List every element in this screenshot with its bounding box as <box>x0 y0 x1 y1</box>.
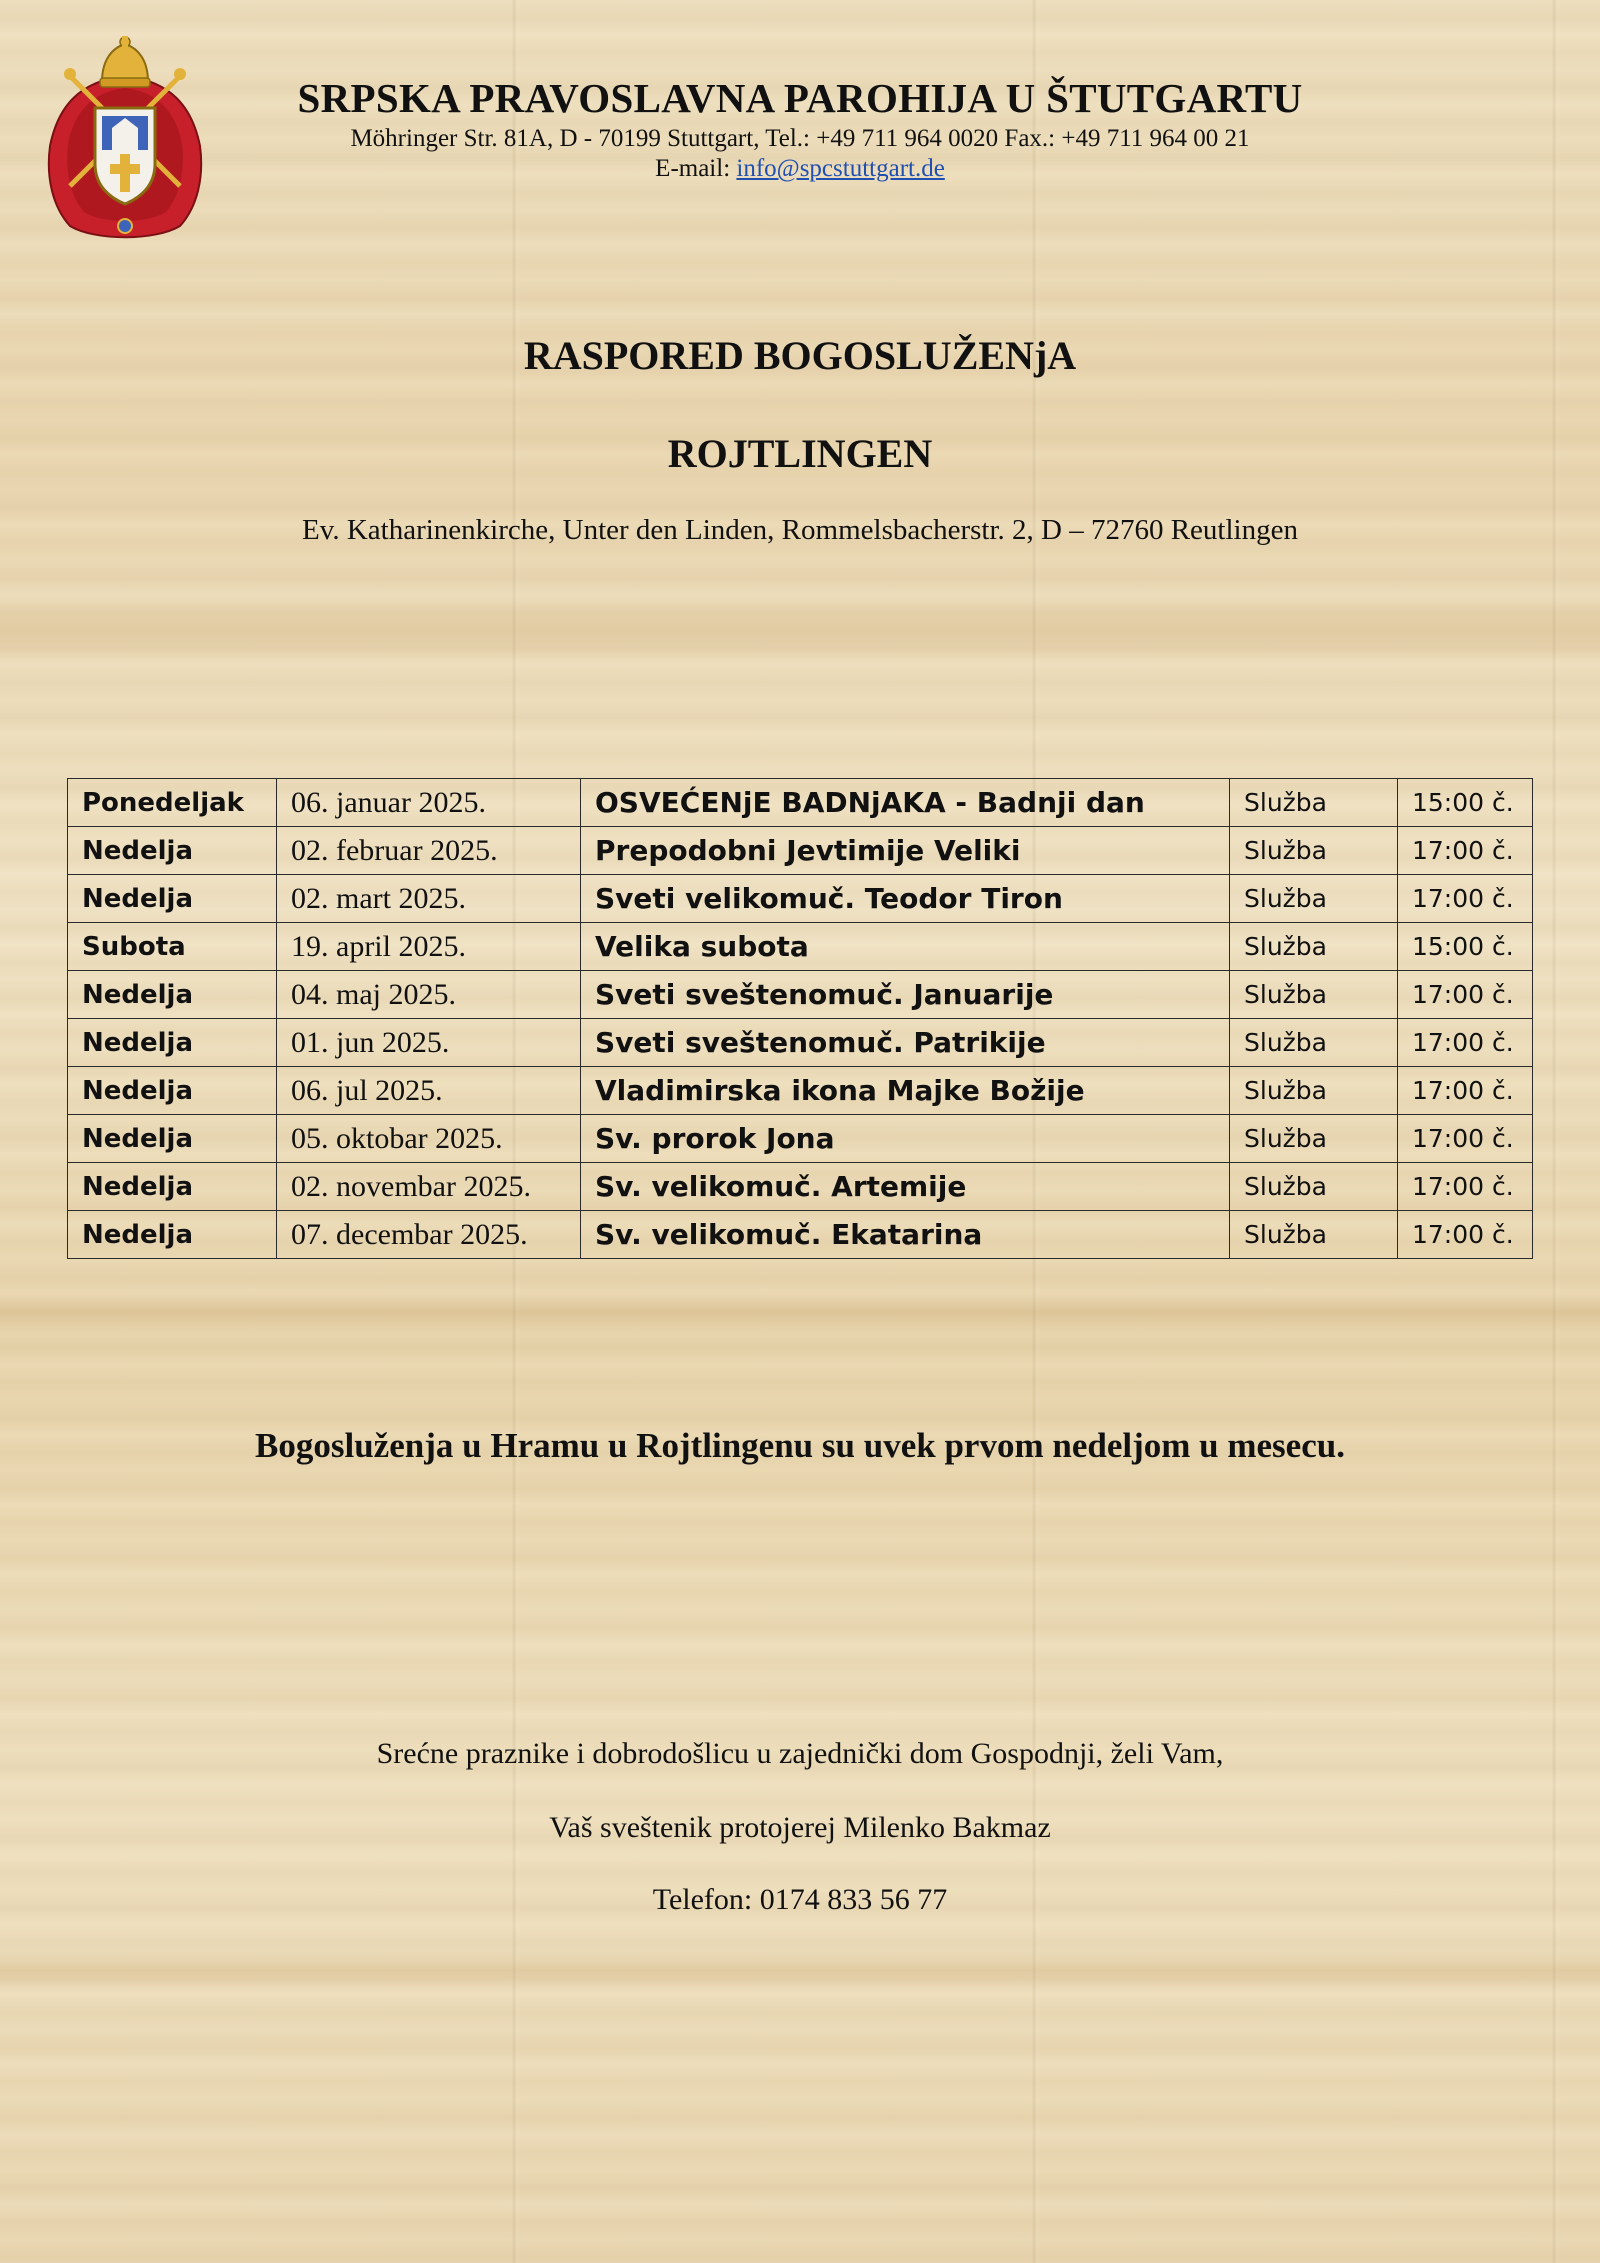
feast-cell: Sv. prorok Jona <box>581 1115 1230 1163</box>
time-cell: 17:00 č. <box>1398 1115 1533 1163</box>
email-label: E-mail: <box>655 155 731 182</box>
date-cell: 06. januar 2025. <box>277 779 581 827</box>
time-cell: 17:00 č. <box>1398 971 1533 1019</box>
service-cell: Služba <box>1230 1211 1398 1259</box>
feast-cell: Sv. velikomuč. Ekatarina <box>581 1211 1230 1259</box>
email-link[interactable]: info@spcstuttgart.de <box>736 155 945 182</box>
date-cell: 02. novembar 2025. <box>277 1163 581 1211</box>
service-cell: Služba <box>1230 875 1398 923</box>
time-cell: 17:00 č. <box>1398 1067 1533 1115</box>
date-cell: 04. maj 2025. <box>277 971 581 1019</box>
time-cell: 17:00 č. <box>1398 827 1533 875</box>
time-cell: 17:00 č. <box>1398 875 1533 923</box>
feast-cell: Sveti velikomuč. Teodor Tiron <box>581 875 1230 923</box>
parish-email-line <box>195 155 1405 183</box>
date-cell: 02. mart 2025. <box>277 875 581 923</box>
table-row <box>68 875 1533 923</box>
service-cell: Služba <box>1230 779 1398 827</box>
date-cell: 07. decembar 2025. <box>277 1211 581 1259</box>
table-row <box>68 1067 1533 1115</box>
parish-address: Möhringer Str. 81A, D - 70199 Stuttgart, Tel.: +49 711 964 0020 Fax.: +49 711 964 00 21 <box>350 125 1250 152</box>
day-cell: Nedelja <box>68 1115 277 1163</box>
service-cell: Služba <box>1230 1115 1398 1163</box>
day-cell: Nedelja <box>68 827 277 875</box>
paper-texture-band <box>0 1950 1600 1990</box>
time-cell: 15:00 č. <box>1398 779 1533 827</box>
day-cell: Nedelja <box>68 1067 277 1115</box>
service-schedule-table <box>67 778 1533 1259</box>
time-cell: 17:00 č. <box>1398 1163 1533 1211</box>
feast-cell: Sv. velikomuč. Artemije <box>581 1163 1230 1211</box>
closing-signature: Vaš sveštenik protojerej Milenko Bakmaz <box>549 1811 1051 1844</box>
day-cell: Nedelja <box>68 875 277 923</box>
time-cell: 15:00 č. <box>1398 923 1533 971</box>
city-title: ROJTLINGEN <box>667 431 933 476</box>
service-cell: Služba <box>1230 1019 1398 1067</box>
table-row <box>68 971 1533 1019</box>
paper-texture-band <box>0 1290 1600 1335</box>
table-row <box>68 923 1533 971</box>
date-cell: 05. oktobar 2025. <box>277 1115 581 1163</box>
table-row <box>68 1211 1533 1259</box>
date-cell: 02. februar 2025. <box>277 827 581 875</box>
feast-cell: Vladimirska ikona Majke Božije <box>581 1067 1230 1115</box>
feast-cell: Prepodobni Jevtimije Veliki <box>581 827 1230 875</box>
table-row <box>68 1019 1533 1067</box>
service-cell: Služba <box>1230 827 1398 875</box>
service-cell: Služba <box>1230 971 1398 1019</box>
closing-greeting: Srećne praznike i dobrodošlicu u zajednički dom Gospodnji, želi Vam, <box>376 1737 1224 1770</box>
day-cell: Subota <box>68 923 277 971</box>
table-row <box>68 1115 1533 1163</box>
feast-cell: Sveti sveštenomuč. Patrikije <box>581 1019 1230 1067</box>
service-cell: Služba <box>1230 923 1398 971</box>
day-cell: Nedelja <box>68 1163 277 1211</box>
paper-texture-band <box>0 600 1600 660</box>
feast-cell: OSVEĆENjE BADNjAKA - Badnji dan <box>581 779 1230 827</box>
table-row <box>68 1163 1533 1211</box>
date-cell: 01. jun 2025. <box>277 1019 581 1067</box>
time-cell: 17:00 č. <box>1398 1019 1533 1067</box>
page-title: RASPORED BOGOSLUŽENjA <box>523 333 1077 378</box>
date-cell: 19. april 2025. <box>277 923 581 971</box>
day-cell: Nedelja <box>68 1211 277 1259</box>
parish-name: SRPSKA PRAVOSLAVNA PAROHIJA U ŠTUTGARTU <box>297 75 1303 121</box>
table-row <box>68 827 1533 875</box>
day-cell: Nedelja <box>68 1019 277 1067</box>
day-cell: Ponedeljak <box>68 779 277 827</box>
time-cell: 17:00 č. <box>1398 1211 1533 1259</box>
schedule-note: Bogosluženja u Hramu u Rojtlingenu su uvek prvom nedeljom u mesecu. <box>255 1426 1345 1465</box>
feast-cell: Sveti sveštenomuč. Januarije <box>581 971 1230 1019</box>
coat-of-arms-icon <box>40 36 210 241</box>
service-cell: Služba <box>1230 1067 1398 1115</box>
church-location: Ev. Katharinenkirche, Unter den Linden, Rommelsbacherstr. 2, D – 72760 Reutlingen <box>302 514 1298 546</box>
service-cell: Služba <box>1230 1163 1398 1211</box>
table-row <box>68 779 1533 827</box>
date-cell: 06. jul 2025. <box>277 1067 581 1115</box>
contact-phone: Telefon: 0174 833 56 77 <box>652 1883 948 1916</box>
feast-cell: Velika subota <box>581 923 1230 971</box>
day-cell: Nedelja <box>68 971 277 1019</box>
